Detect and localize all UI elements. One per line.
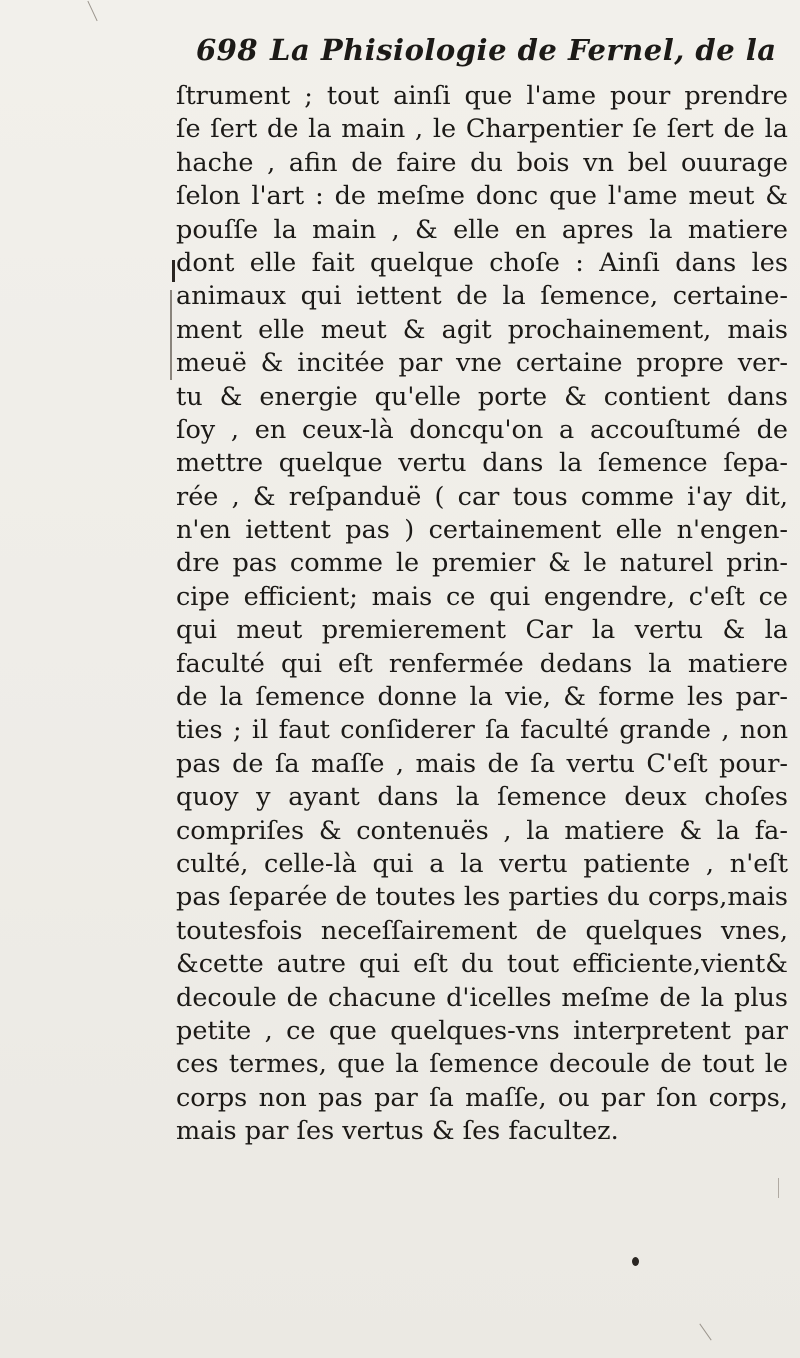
- text-line: cipe efficient; mais ce qui engendre, c'eſt ce: [176, 581, 788, 612]
- body-text: [176, 80, 788, 1149]
- ink-spot: [632, 1257, 639, 1266]
- text-line: petite , ce que quelques-vns interpretent par: [176, 1015, 788, 1046]
- text-line: hache , afin de faire du bois vn bel ouurage: [176, 147, 788, 178]
- text-line: ces termes, que la ſemence decoule de tout le: [176, 1049, 788, 1080]
- text-line: quoy y ayant dans la ſemence deux choſes: [176, 782, 788, 813]
- text-line: dont elle fait quelque choſe : Ainſi dans les: [176, 247, 788, 278]
- text-line: pouſſe la main , & elle en apres la matiere: [176, 214, 788, 245]
- text-line: tu & energie qu'elle porte & contient dans: [176, 381, 788, 412]
- text-line: n'en iettent pas ) certainement elle n'engen-: [176, 515, 788, 546]
- text-line: pas ſeparée de toutes les parties du corps,mais: [176, 882, 788, 913]
- text-line: faculté qui eſt renfermée dedans la matiere: [176, 648, 788, 679]
- margin-mark: [170, 290, 172, 380]
- page-mark: [87, 1, 97, 21]
- running-title: La Phisiologie de Fernel, de la: [270, 33, 777, 67]
- text-line: pas de ſa maſſe , mais de ſa vertu C'eſt pour-: [176, 748, 788, 779]
- page-mark: [778, 1178, 779, 1198]
- text-line: &cette autre qui eſt du tout efficiente,vient&: [176, 949, 788, 980]
- margin-mark: [172, 260, 175, 282]
- text-line: animaux qui iettent de la ſemence, certaine-: [176, 281, 788, 312]
- text-line: ment elle meut & agit prochainement, mais: [176, 314, 788, 345]
- text-line: dre pas comme le premier & le naturel prin-: [176, 548, 788, 579]
- text-line: ſe ſert de la main , le Charpentier ſe ſert de la: [176, 114, 788, 145]
- text-line: decoule de chacune d'icelles meſme de la plus: [176, 982, 788, 1013]
- text-line: qui meut premierement Car la vertu & la: [176, 615, 788, 646]
- text-line: ſelon l'art : de meſme donc que l'ame meut &: [176, 181, 788, 212]
- text-line: de la ſemence donne la vie, & forme les par-: [176, 682, 788, 713]
- text-line: toutesfois neceſſairement de quelques vnes,: [176, 915, 788, 946]
- text-line: corps non pas par ſa maſſe, ou par ſon corps,: [176, 1082, 788, 1113]
- text-line: rée , & reſpanduë ( car tous comme i'ay dit,: [176, 481, 788, 512]
- text-line: compriſes & contenuës , la matiere & la fa-: [176, 815, 788, 846]
- text-line: ties ; il faut conſiderer ſa faculté grande , non: [176, 715, 788, 746]
- text-line: ſtrument ; tout ainſi que l'ame pour prendre: [176, 81, 788, 111]
- text-line: ſoy , en ceux-là doncqu'on a accouſtumé de: [176, 414, 788, 445]
- page-number: 698: [196, 33, 259, 67]
- page-mark: [699, 1324, 711, 1341]
- text-line: meuë & incitée par vne certaine propre ver-: [176, 348, 788, 379]
- text-line: mettre quelque vertu dans la ſemence ſepa-: [176, 448, 788, 479]
- text-line: culté, celle-là qui a la vertu patiente , n'eſt: [176, 848, 788, 879]
- text-line: mais par ſes vertus & ſes facultez.: [176, 1116, 619, 1147]
- running-header: [196, 22, 786, 78]
